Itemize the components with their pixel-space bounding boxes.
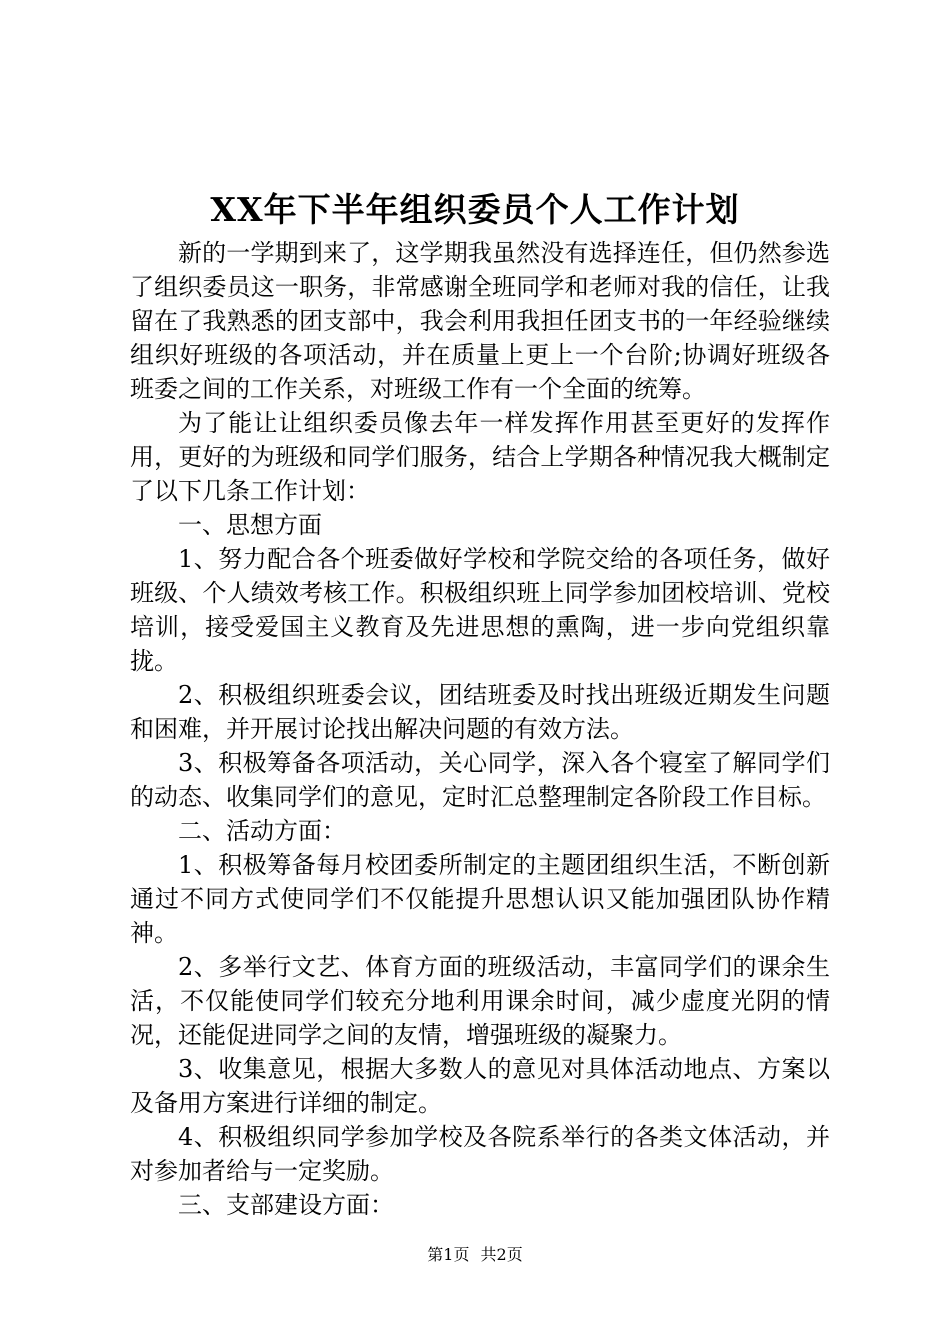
paragraph-intro: 新的一学期到来了，这学期我虽然没有选择连任，但仍然参选了组织委员这一职务，非常感谢全班同学和老师对我的信任，让我留在了我熟悉的团支部中，我会利用我担任团支书的一年经验继续组织好班级的各项活动，并在质量上更上一个台阶;协调好班级各班委之间的工作关系，对班级工作有一个全面的统筹。 xyxy=(130,239,830,403)
paragraph-purpose: 为了能让让组织委员像去年一样发挥作用甚至更好的发挥作用，更好的为班级和同学们服务，结合上学期各种情况我大概制定了以下几条工作计划： xyxy=(130,409,830,505)
list-item: 3、积极筹备各项活动，关心同学，深入各个寝室了解同学们的动态、收集同学们的意见，定时汇总整理制定各阶段工作目标。 xyxy=(130,749,830,811)
page-total: 共2页 xyxy=(480,1245,523,1264)
list-item: 1、积极筹备每月校团委所制定的主题团组织生活，不断创新通过不同方式使同学们不仅能提升思想认识又能加强团队协作精神。 xyxy=(130,851,830,947)
list-item: 1、努力配合各个班委做好学校和学院交给的各项任务，做好班级、个人绩效考核工作。积极组织班上同学参加团校培训、党校培训，接受爱国主义教育及先进思想的熏陶，进一步向党组织靠拢。 xyxy=(130,545,830,675)
list-item: 2、多举行文艺、体育方面的班级活动，丰富同学们的课余生活，不仅能使同学们较充分地利用课余时间，减少虚度光阴的情况，还能促进同学之间的友情，增强班级的凝聚力。 xyxy=(130,953,830,1049)
document-body xyxy=(130,236,830,1222)
list-item: 4、积极组织同学参加学校及各院系举行的各类文体活动，并对参加者给与一定奖励。 xyxy=(130,1123,830,1185)
list-item: 2、积极组织班委会议，团结班委及时找出班级近期发生问题和困难，并开展讨论找出解决问题的有效方法。 xyxy=(130,681,830,743)
section-heading-thought: 一、思想方面 xyxy=(178,511,322,539)
section-heading-activities: 二、活动方面： xyxy=(178,817,346,845)
document-title: XX年下半年组织委员个人工作计划 xyxy=(210,190,740,229)
list-item: 3、收集意见，根据大多数人的意见对具体活动地点、方案以及备用方案进行详细的制定。 xyxy=(130,1055,830,1117)
page-number: 第1页 xyxy=(427,1245,470,1264)
section-heading-branch: 三、支部建设方面： xyxy=(178,1191,394,1219)
page-footer xyxy=(0,1243,950,1267)
